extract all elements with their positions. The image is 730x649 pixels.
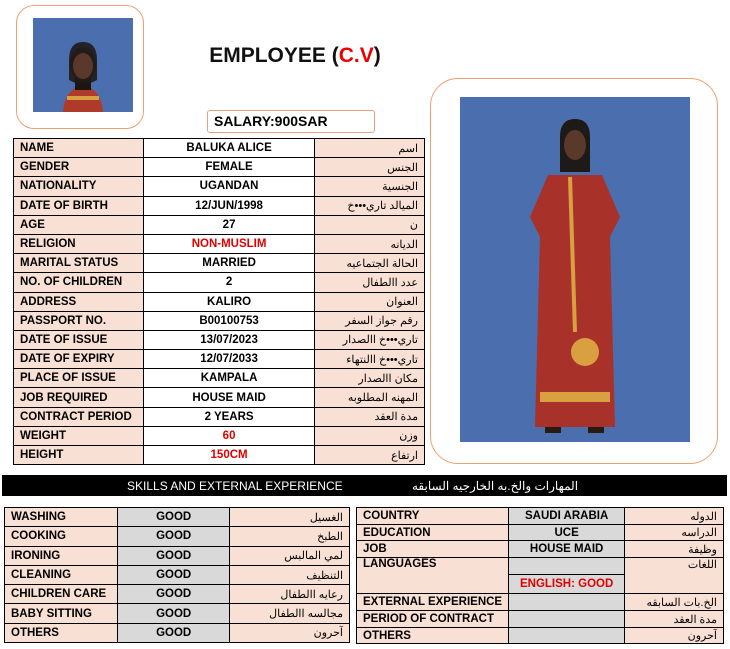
table-row (357, 628, 724, 644)
table-row (14, 234, 425, 253)
table-row (14, 158, 425, 177)
table-row (14, 254, 425, 273)
table-row (357, 541, 724, 558)
row-label: RELIGION (14, 234, 144, 253)
row-label-ar: الجنس (315, 158, 425, 177)
row-label: MARITAL STATUS (14, 254, 144, 273)
row-label-ar: الخ.بات السابقه (625, 594, 724, 611)
row-label-ar: الحالة الجتماعيه (315, 254, 425, 273)
row-value: FEMALE (143, 158, 314, 177)
row-label: DATE OF ISSUE (14, 330, 144, 349)
table-row (357, 508, 724, 525)
row-label: PASSPORT NO. (14, 311, 144, 330)
row-label: IRONING (5, 546, 118, 565)
row-label-ar: الدراسه (625, 525, 724, 541)
row-label-ar: الديانه (315, 234, 425, 253)
row-label: CHILDREN CARE (5, 585, 118, 604)
row-label-ar: مدة العقد (315, 407, 425, 426)
row-label-ar: الطبخ (230, 527, 350, 546)
row-label-ar: تاري•••خ االصدار (315, 330, 425, 349)
row-label-ar: رقم جواز السفر (315, 311, 425, 330)
row-label-ar: ن (315, 215, 425, 234)
table-row (14, 311, 425, 330)
row-value: UCE (509, 525, 625, 541)
row-value: HOUSE MAID (509, 541, 625, 558)
skills-section-header (2, 475, 727, 496)
row-label: COOKING (5, 527, 118, 546)
page-title: EMPLOYEE (C.V) (209, 44, 381, 67)
row-label-ar: اسم (315, 139, 425, 158)
row-label: PERIOD OF CONTRACT (357, 611, 509, 628)
table-row (5, 527, 350, 546)
row-value-empty (509, 611, 625, 628)
row-value: UGANDAN (143, 177, 314, 196)
row-label: CLEANING (5, 565, 118, 584)
row-label-ar: مجالسه االطفال (230, 604, 350, 623)
table-row (14, 350, 425, 369)
row-value: KALIRO (143, 292, 314, 311)
row-value: MARRIED (143, 254, 314, 273)
row-label: BABY SITTING (5, 604, 118, 623)
row-value: 27 (143, 215, 314, 234)
row-label-ar: لمي المالبس (230, 546, 350, 565)
table-row (357, 611, 724, 628)
portrait-photo (33, 18, 133, 112)
row-value: BALUKA ALICE (143, 139, 314, 158)
row-label-ar: آحرون (625, 628, 724, 644)
table-row (14, 139, 425, 158)
table-row (14, 369, 425, 388)
row-value: 60 (143, 426, 314, 445)
row-label-ar: الغسيل (230, 508, 350, 527)
row-value: 12/07/2033 (143, 350, 314, 369)
row-label-ar: مكان االصدار (315, 369, 425, 388)
salary-box: SALARY:900SAR (207, 110, 375, 133)
row-value-empty (509, 628, 625, 644)
row-label: HEIGHT (14, 446, 144, 465)
row-value: 12/JUN/1998 (143, 196, 314, 215)
row-value: GOOD (117, 508, 229, 527)
row-label: ADDRESS (14, 292, 144, 311)
row-label: AGE (14, 215, 144, 234)
row-label: EDUCATION (357, 525, 509, 541)
table-row (14, 273, 425, 292)
row-label-ar: العنوان (315, 292, 425, 311)
row-value: KAMPALA (143, 369, 314, 388)
table-row (14, 388, 425, 407)
row-label-ar: رعايه االطفال (230, 585, 350, 604)
row-label: DATE OF BIRTH (14, 196, 144, 215)
experience-table (356, 507, 724, 644)
table-row (14, 177, 425, 196)
row-value: 2 YEARS (143, 407, 314, 426)
row-value: GOOD (117, 623, 229, 642)
row-label-ar: مدة العقد (625, 611, 724, 628)
table-row (14, 196, 425, 215)
row-label: EXTERNAL EXPERIENCE (357, 594, 509, 611)
row-label-ar: الميالد تاري•••خ (315, 196, 425, 215)
row-label-ar: المهنه المطلوبه (315, 388, 425, 407)
row-value-empty (509, 558, 625, 575)
table-row (14, 215, 425, 234)
personal-info-table (13, 138, 425, 465)
row-label: JOB (357, 541, 509, 558)
row-label: WASHING (5, 508, 118, 527)
table-row (357, 594, 724, 611)
row-value-empty (509, 594, 625, 611)
table-row (357, 525, 724, 541)
table-row (5, 565, 350, 584)
row-label-ar: اللغات (625, 558, 724, 594)
row-value: GOOD (117, 585, 229, 604)
row-value: B00100753 (143, 311, 314, 330)
row-label-ar: وزن (315, 426, 425, 445)
row-value: GOOD (117, 565, 229, 584)
table-row (5, 604, 350, 623)
row-label: PLACE OF ISSUE (14, 369, 144, 388)
row-label-ar: الدوله (625, 508, 724, 525)
row-label: COUNTRY (357, 508, 509, 525)
row-label-ar: وظيفة (625, 541, 724, 558)
row-value: ENGLISH: GOOD (509, 575, 625, 594)
row-label: LANGUAGES (357, 558, 509, 594)
row-label: WEIGHT (14, 426, 144, 445)
table-row (5, 508, 350, 527)
row-label-ar: الجنسية (315, 177, 425, 196)
row-label-ar: التنظيف (230, 565, 350, 584)
table-row (5, 585, 350, 604)
row-label: CONTRACT PERIOD (14, 407, 144, 426)
row-label-ar: عدد االطفال (315, 273, 425, 292)
row-label: JOB REQUIRED (14, 388, 144, 407)
row-label: OTHERS (357, 628, 509, 644)
skills-header-en: SKILLS AND EXTERNAL EXPERIENCE (127, 479, 343, 493)
table-row (14, 446, 425, 465)
row-label-ar: تاري•••خ االنتهاء (315, 350, 425, 369)
table-row (5, 623, 350, 642)
row-label-ar: ارتفاع (315, 446, 425, 465)
row-value: NON-MUSLIM (143, 234, 314, 253)
row-label: NAME (14, 139, 144, 158)
row-value: 150CM (143, 446, 314, 465)
row-value: 13/07/2023 (143, 330, 314, 349)
skills-table (4, 507, 350, 643)
table-row (14, 407, 425, 426)
row-value: SAUDI ARABIA (509, 508, 625, 525)
table-row (5, 546, 350, 565)
row-value: GOOD (117, 546, 229, 565)
row-label: OTHERS (5, 623, 118, 642)
table-row (14, 330, 425, 349)
row-value: HOUSE MAID (143, 388, 314, 407)
row-label: DATE OF EXPIRY (14, 350, 144, 369)
row-label: NO. OF CHILDREN (14, 273, 144, 292)
table-row (14, 426, 425, 445)
table-row (357, 558, 724, 575)
full-body-photo (460, 97, 690, 442)
row-label-ar: آحرون (230, 623, 350, 642)
row-value: GOOD (117, 604, 229, 623)
row-label: NATIONALITY (14, 177, 144, 196)
skills-header-ar: المهارات والخ.به الخارجيه السابقه (412, 479, 579, 493)
table-row (14, 292, 425, 311)
row-value: 2 (143, 273, 314, 292)
row-value: GOOD (117, 527, 229, 546)
row-label: GENDER (14, 158, 144, 177)
